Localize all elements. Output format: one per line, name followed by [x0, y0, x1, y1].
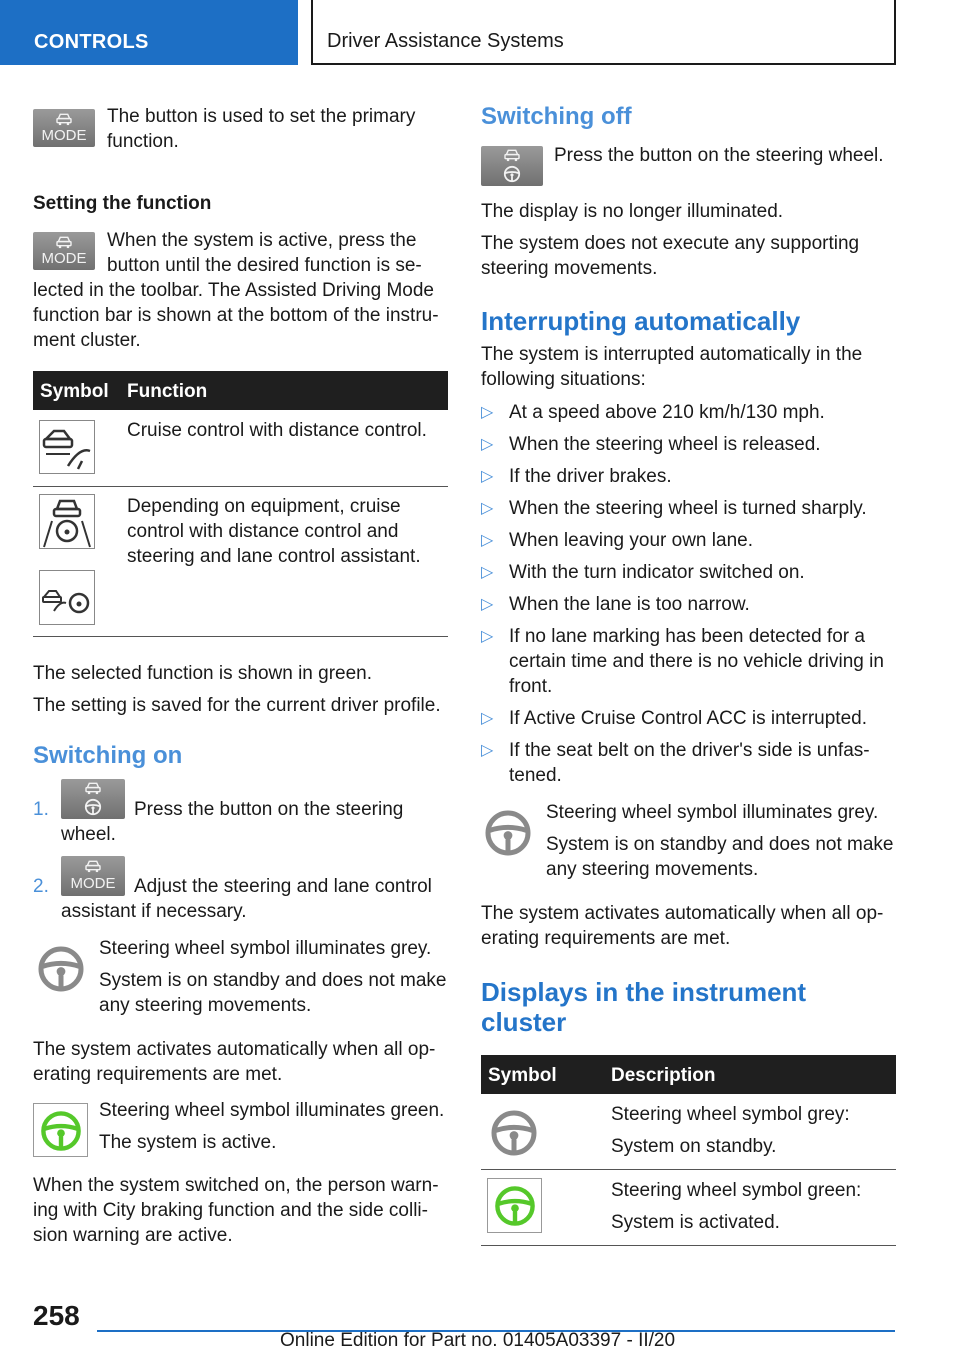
steering-wheel-green-icon [493, 1184, 537, 1228]
function-table-header [33, 371, 448, 410]
grey-wheel-text: Steering wheel symbol illuminates grey. [546, 802, 879, 823]
row2-function-2: control with distance control and [127, 521, 399, 542]
activates-text: The system activates automatically when all op- [481, 903, 884, 924]
row2-description-cont: System is activated. [611, 1212, 780, 1233]
switching-off-heading: Switching off [481, 103, 632, 130]
standby-text-cont: any steering movements. [546, 859, 759, 880]
setting-text-5: ment cluster. [33, 330, 141, 351]
page-number: 258 [33, 1300, 80, 1331]
chapter-tab [311, 0, 896, 65]
setting-text-3: lected in the toolbar. The Assisted Driving Mode [33, 280, 434, 301]
standby-text-cont: any steering movements. [99, 995, 312, 1016]
activates-text-cont: erating requirements are met. [481, 928, 731, 949]
step-number: 1. [33, 799, 49, 820]
row1-function: Cruise control with distance control. [127, 420, 427, 441]
system-active-text: The system is active. [99, 1132, 277, 1153]
standby-text: System is on standby and does not make [99, 970, 447, 991]
acc-steering-icon [39, 570, 95, 625]
step-number: 2. [33, 876, 49, 897]
green-wheel-text: Steering wheel symbol illuminates green. [99, 1100, 445, 1121]
table-divider [481, 1245, 896, 1246]
table-header-symbol: Symbol [488, 1065, 557, 1086]
steering-wheel-green-frame [487, 1178, 542, 1233]
displays-heading-cont: cluster [481, 1007, 567, 1037]
interrupt-text-cont: following situations: [481, 369, 646, 390]
setting-text-1: When the system is active, press the [107, 230, 417, 251]
mode-intro-text: The button is used to set the primary function. [107, 106, 416, 152]
off-display-text: The display is no longer illuminated. [481, 201, 784, 222]
off-support-text: The system does not execute any supporting [481, 233, 860, 254]
footer-edition: Online Edition for Part no. 01405A03397 - II/20 [280, 1330, 676, 1351]
steering-wheel-green-frame [33, 1103, 88, 1157]
steering-wheel-grey-icon [483, 808, 533, 858]
display-table-header [481, 1055, 896, 1094]
steering-assist-button-icon [481, 146, 543, 186]
interrupt-text: The system is interrupted automatically in the [481, 344, 863, 365]
step1-text: Press the button on the steering [134, 799, 404, 820]
table-divider [33, 486, 448, 487]
row2-description: Steering wheel symbol green: [611, 1180, 862, 1201]
setting-text-4: function bar is shown at the bottom of the instru- [33, 305, 439, 326]
activates-text: The system activates automatically when all op- [33, 1039, 436, 1060]
mode-button-icon: MODE [61, 856, 125, 896]
table-divider [481, 1169, 896, 1170]
switching-on-heading: Switching on [33, 742, 183, 769]
final-text-cont: ing with City braking function and the side colli- [33, 1200, 428, 1221]
activates-text-cont: erating requirements are met. [33, 1064, 283, 1085]
steering-assist-icon [39, 494, 95, 549]
setting-text-2: button until the desired function is se- [107, 255, 422, 276]
step1-text-cont: wheel. [61, 824, 116, 845]
row1-description-cont: System on standby. [611, 1136, 777, 1157]
steering-wheel-grey-icon [36, 944, 86, 994]
steering-wheel-grey-icon [489, 1108, 539, 1158]
steering-wheel-green-icon [39, 1109, 83, 1153]
list-item-cont: certain time and there is no vehicle driving in [509, 651, 884, 672]
saved-profile-text: The setting is saved for the current driver profile. [33, 695, 441, 716]
interrupting-heading: Interrupting automatically [481, 306, 801, 336]
row2-function-1: Depending on equipment, cruise [127, 496, 401, 517]
list-item-cont: tened. [509, 765, 562, 786]
table-divider [33, 636, 448, 637]
list-item-cont: front. [509, 676, 553, 697]
displays-heading: Displays in the instrument [481, 977, 807, 1007]
table-header-function: Function [127, 381, 208, 402]
table-header-symbol: Symbol [40, 381, 109, 402]
final-text: When the system switched on, the person warn- [33, 1175, 439, 1196]
section-tab [0, 0, 298, 65]
section-label: CONTROLS [34, 31, 149, 53]
standby-text: System is on standby and does not make [546, 834, 894, 855]
final-text-cont-2: sion warning are active. [33, 1225, 233, 1246]
step2-text: Adjust the steering and lane control [134, 876, 432, 897]
grey-wheel-text: Steering wheel symbol illuminates grey. [99, 938, 432, 959]
off-text: Press the button on the steering wheel. [554, 145, 884, 166]
cruise-control-icon [39, 420, 95, 474]
setting-heading: Setting the function [33, 193, 212, 214]
mode-button-icon: MODE [33, 232, 95, 270]
off-support-text-cont: steering movements. [481, 258, 658, 279]
row1-description: Steering wheel symbol grey: [611, 1104, 850, 1125]
row2-function-3: steering and lane control assistant. [127, 546, 421, 567]
step2-text-cont: assistant if necessary. [61, 901, 247, 922]
steering-assist-button-icon [61, 779, 125, 819]
table-header-description: Description [611, 1065, 716, 1086]
selected-green-text: The selected function is shown in green. [33, 663, 373, 684]
mode-button-icon: MODE [33, 109, 95, 147]
chapter-label: Driver Assistance Systems [327, 30, 564, 52]
